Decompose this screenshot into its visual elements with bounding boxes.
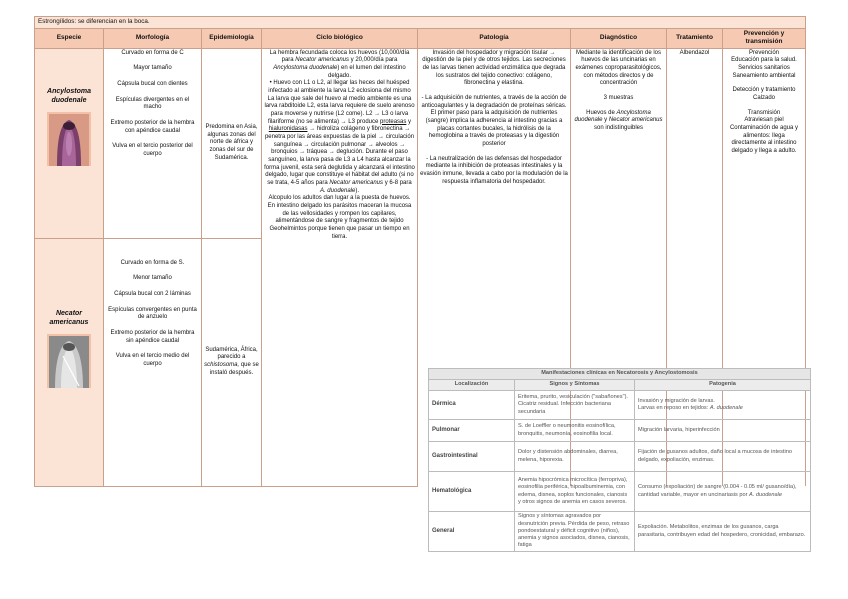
morphology-necator xyxy=(104,238,202,486)
cycle-p2: • Huevo con L1 o L2, al llegar las heces del huésped infectado al ambiente la larva L2 eclosiona del mismo xyxy=(268,80,411,94)
morph-item: Curvado en forma de S. xyxy=(120,259,185,266)
species-name: Necator americanus xyxy=(49,309,89,326)
header-patologia: Patología xyxy=(418,29,571,49)
table-row xyxy=(429,442,811,472)
header-epidemiologia: Epidemiología xyxy=(202,29,262,49)
table-title: Estrongílidos: se diferencian en la boca. xyxy=(35,17,806,29)
loc-general: General xyxy=(429,512,515,552)
morph-item: Espículas convergentes en punta de anzuelo xyxy=(108,306,197,321)
prev-p4: Saneamiento ambiental xyxy=(732,72,796,79)
morph-item: Menor tamaño xyxy=(133,275,172,282)
signs-cell: Eritema, prurito, vesiculación ("sabañones"). Cicatriz residual. Infección bacteriana secundaria xyxy=(515,391,635,420)
loc-gastrointestinal: Gastrointestinal xyxy=(429,442,515,472)
morph-item: Extremo posterior de la hembra con apéndice caudal xyxy=(110,119,195,134)
header-morfologia: Morfología xyxy=(104,29,202,49)
treatment: Albendazol xyxy=(667,48,723,486)
pathogenesis-cell: Consumo (expoliación) de sangre (0.004 - 0.05 ml/ gusano/día), cantidad variable, mayor en uncinariasis por A. duodenale xyxy=(635,472,811,512)
epidemiology-necator: Sudamérica, África, parecido a schistosoma, que se instaló después. xyxy=(202,238,262,486)
species-name: Ancylostoma duodenale xyxy=(47,87,91,104)
table-row xyxy=(429,472,811,512)
prev-p2: Educación para la salud. xyxy=(731,57,797,64)
loc-pulmonar: Pulmonar xyxy=(429,420,515,442)
prev-p1: Prevención xyxy=(748,49,780,56)
pathogenesis-cell: Invasión y migración de larvas. Larvas en reposo en tejidos: A. duodenale xyxy=(635,391,811,420)
morphology-ancylostoma xyxy=(104,48,202,238)
header-ciclo: Ciclo biológico xyxy=(262,29,418,49)
morph-item: Curvado en forma de C xyxy=(121,49,184,56)
ancylostoma-photo xyxy=(47,112,91,166)
morph-item: Extremo posterior de la hembra sin apéndice caudal xyxy=(110,329,195,344)
diagnosis-p1: Mediante la identificación de los huevos de las uncinarias en exámenes coproparasitológicos, con métodos directos y de concentración xyxy=(575,49,662,87)
pathogenesis-cell: Expoliación. Metabolitos, enzimas de los gusanos, carga parasitaria, contribuyen edad del hospedero, cronicidad, embarazo. xyxy=(635,512,811,552)
morph-item: Vulva en el tercio medio del cuerpo xyxy=(115,353,190,367)
pathogenesis-cell: Fijación de gusanos adultos, daño local a mucosa de intestino delgado, expoliación, enzimas. xyxy=(635,442,811,472)
signs-cell: Anemia hipocrómica microcítica (ferropriva), eosinofilia periférica, hipoalbuminemia, con edema, disnea, soplos funcionales, cianosis y otros signos de anemia en casos severos. xyxy=(515,472,635,512)
clinical-header-localizacion: Localización xyxy=(429,380,515,391)
morph-item: Espículas divergentes en el macho xyxy=(115,96,190,111)
pathology-p1: Invasión del hospedador y migración tisular → digestión de la piel y de otros tejidos. Las secreciones de las larvas tienen actividad enzimática que degrada los sustratos del tejido conectivo: colágeno, fibronectina y elastina. xyxy=(422,49,566,87)
species-necator xyxy=(35,238,104,486)
header-tratamiento: Tratamiento xyxy=(667,29,723,49)
signs-cell: Dolor y distensión abdominales, diarrea, melena, hiporexia. xyxy=(515,442,635,472)
loc-dermica: Dérmica xyxy=(429,391,515,420)
cycle-p6: Geohelmintos porque tienen que pasar un tiempo en tierra. xyxy=(269,226,410,240)
header-prevencion: Prevención y transmisión xyxy=(723,29,806,49)
morph-item: Vulva en el tercio posterior del cuerpo xyxy=(112,143,193,157)
prev-p9: Contaminación de agua y alimentos: llega directamente al intestino delgado y llega a adulto. xyxy=(729,125,799,155)
pathogenesis-cell: Migración larvaria, hiperinfección xyxy=(635,420,811,442)
morph-item: Cápsula bucal con 2 láminas xyxy=(114,290,191,297)
row-ancylostoma xyxy=(35,48,806,238)
cycle-p4: Alcopulo los adultos dan lugar a la puesta de huevos. xyxy=(268,195,411,202)
epidemiology-ancylostoma: Predomina en Asia, algunas zonas del norte de áfrica y zonas del sur de Sudamérica. xyxy=(202,48,262,238)
clinical-manifestations-table xyxy=(428,368,811,552)
diagnosis-p2: 3 muestras xyxy=(603,94,634,101)
prev-p3: Servicios sanitarios xyxy=(738,64,790,71)
cycle-p5: En intestino delgado los parásitos maceran la mucosa de las vellosidades y rompen los capilares, alimentándose de sangre y fragmentos de tejido xyxy=(267,203,412,225)
necator-photo xyxy=(47,334,91,388)
signs-cell: Signos y síntomas agravados por desnutrición previa. Pérdida de peso, retraso pondoestatural y déficit cognitivo (niños), anemia y signos asociados, disnea, cianosis, fatiga xyxy=(515,512,635,552)
cycle-p1: La hembra fecundada coloca los huevos (10,000/día para Necator americanus y 20,000/día para Ancylostoma duodenale) en el lumen del intestino delgado. xyxy=(269,49,410,79)
morph-item: Cápsula bucal con dientes xyxy=(117,80,188,87)
species-ancylostoma xyxy=(35,48,104,238)
morph-item: Mayor tamaño xyxy=(133,65,172,72)
life-cycle xyxy=(262,48,418,486)
prev-p6: Calzado xyxy=(752,94,775,101)
header-especie: Especie xyxy=(35,29,104,49)
header-row xyxy=(35,29,806,49)
prev-p5: Detección y tratamiento xyxy=(732,87,796,94)
signs-cell: S. de Loeffler o neumonitis eosinofílica, bronquitis, neumonía, eosinofilia local. xyxy=(515,420,635,442)
clinical-title: Manifestaciones clínicas en Necatorosis y Ancylostomosis xyxy=(429,369,811,380)
table-row xyxy=(429,420,811,442)
header-diagnostico: Diagnóstico xyxy=(571,29,667,49)
prev-p8: Atraviesan piel xyxy=(744,117,784,124)
cycle-p3: La larva que sale del huevo al medio ambiente es una larva rabditoide L2, esta larva requiere de suelo arenoso para moverse y nutrirse (L2 come). L2 → L3 o larva filariforme (no se alimenta) → L3 produce proteasas y hialuronidasas → hidroliza colágeno y fibronectina → penetra por las áreas expuestas de la piel → circulación sanguínea → circulación pulmonar → alveolos → bronquios → tráquea → deglución. Durante el paso sanguíneo, la larva pasa de L3 a L4 hasta alcanzar la forma juvenil, esta será deglutida y alcanzará el intestino delgado, lugar que constituye el hábitat del adulto (si no se trata, 4-5 años para Necator americanus y 6-8 para A. duodenale). xyxy=(264,95,415,194)
clinical-header-patogenia: Patogenia xyxy=(635,380,811,391)
prev-p7: Transmisión xyxy=(747,109,781,116)
pathology-p3: - La neutralización de las defensas del hospedador mediante la inhibición de proteasas intestinales y la evasión inmune, llevada a cabo por la modulación de la respuesta inflamatoria del hospedador. xyxy=(420,155,568,185)
clinical-header-row xyxy=(429,380,811,391)
clinical-header-signos: Signos y Síntomas xyxy=(515,380,635,391)
table-row xyxy=(429,391,811,420)
pathology-p2: - La adquisición de nutrientes, a través de la acción de anticoagulantes y la degradación de proteínas séricas. El primer paso para la adquisición de nutrientes (sangre) implica la adherencia al intestino gracias a placas cortantes bucales, la hidrólisis de la hemoglobina a través de proteasas y la digestión posterior xyxy=(421,94,567,148)
table-row xyxy=(429,512,811,552)
diagnosis-p3: Huevos de Ancylostoma duodenale y Necator americanus son indistinguibles xyxy=(574,109,663,131)
loc-hematologica: Hematológica xyxy=(429,472,515,512)
